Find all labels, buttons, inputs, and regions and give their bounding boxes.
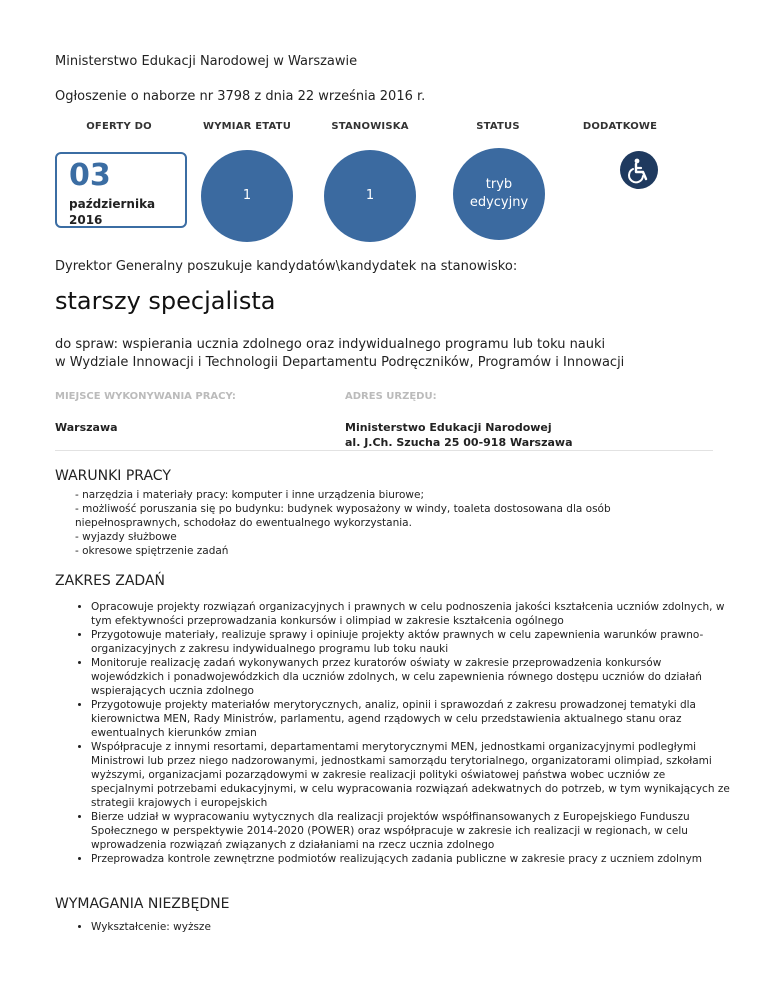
conditions-line: - okresowe spiętrzenie zadań [75,545,229,557]
stanowiska-value: 1 [365,188,375,203]
list-item: • Bierze udział w wypracowaniu wytycznych dla realizacji projektów współfinansowanych z Europejskiego Funduszu Społecznego w perspektywie 2014-2020 (POWER) oraz współpracuje w zakresie ich realizacji w regionach, w celu wprowadzenia rozwiązań związanych z działaniami na rzecz ucznia zdolnego [91,810,731,852]
workplace-label: MIEJSCE WYKONYWANIA PRACY: [55,391,236,402]
list-item: • Opracowuje projekty rozwiązań organizacyjnych i prawnych w celu podnoszenia jakości kształcenia uczniów zdolnych, w tym efektywności przeprowadzania konkursów i olimpiad w zakresie kształcenia ogólnego [91,600,731,628]
position-title: starszy specjalista [55,287,276,315]
announcement-line: Ogłoszenie o naborze nr 3798 z dnia 22 września 2016 r. [55,89,426,104]
conditions-title: WARUNKI PRACY [55,468,171,484]
conditions-line: - wyjazdy służbowe [75,531,177,543]
divider [55,450,713,451]
list-item: • Wykształcenie: wyższe [91,920,731,934]
list-item: • Współpracuje z innymi resortami, departamentami merytorycznymi MEN, jednostkami organizacyjnymi podległymi Ministrowi lub przez niego nadzorowanymi, jednostkami samorządu terytorialnego, organizatorami olimpiad, szkołami wyższymi, organizacjami pozarządowymi w zakresie realizacji polityki oświatowej państwa wobec uczniów ze specjalnymi potrzebami edukacyjnymi, w celu wypracowania rozwiązań adekwatnych do potrzeb, w tym wynikających ze strategii krajowych i europejskich [91,740,731,810]
director-line: Dyrektor Generalny poszukuje kandydatów\kandydatek na stanowisko: [55,259,518,274]
office-address-label: ADRES URZĘDU: [345,391,437,402]
header-wymiar-etatu: WYMIAR ETATU [202,121,292,132]
position-desc-line2: w Wydziale Innowacji i Technologii Departamentu Podręczników, Programów i Innowacji [55,355,625,370]
requirements-list [75,920,731,934]
position-description [55,336,624,372]
workplace-value: Warszawa [55,421,118,434]
office-address-line1: Ministerstwo Edukacji Narodowej [345,421,552,434]
header-stanowiska: STANOWISKA [331,121,409,132]
list-item: • Monitoruje realizację zadań wykonywanych przez kuratorów oświaty w zakresie przeprowadzenia konkursów wojewódzkich i ponadwojewódzkich dla uczniów zdolnych, w celu zapewnienia równego dostępu uczniów do działań wspierających ucznia zdolnego [91,656,731,698]
deadline-day: 03 [69,158,111,193]
conditions-line: - możliwość poruszania się po budynku: budynek wyposażony w windy, toaleta dostosowana dla osób [75,503,611,515]
conditions-text [75,488,695,558]
deadline-month: października [69,197,156,211]
deadline-month-year [69,196,155,228]
header-dodatkowe: DODATKOWE [582,121,658,132]
office-address-line2: al. J.Ch. Szucha 25 00-918 Warszawa [345,436,573,449]
status-value: tryb edycyjny [469,177,529,210]
conditions-line: - narzędzia i materiały pracy: komputer i inne urządzenia biurowe; [75,489,425,501]
stanowiska-circle [324,150,416,242]
wymiar-etatu-circle [201,150,293,242]
requirements-title: WYMAGANIA NIEZBĘDNE [55,896,230,912]
header-status: STATUS [476,121,520,132]
conditions-line: niepełnosprawnych, schodołaz do ewentualnego wykorzystania. [75,517,412,529]
list-item: • Przeprowadza kontrole zewnętrzne podmiotów realizujących zadania publiczne w zakresie pracy z uczniem zdolnym [91,852,731,866]
list-item: • Przygotowuje projekty materiałów merytorycznych, analiz, opinii i sprawozdań z zakresu prowadzonej tematyki dla kierownictwa MEN, Rady Ministrów, parlamentu, agend rządowych w celu przedstawienia aktualnego stanu oraz ewentualnych kierunków zmian [91,698,731,740]
duties-list [75,600,731,866]
wheelchair-icon [620,151,658,189]
duties-title: ZAKRES ZADAŃ [55,573,166,589]
status-circle [453,148,545,240]
office-address-value [345,420,573,450]
ministry-name: Ministerstwo Edukacji Narodowej w Warszawie [55,54,358,69]
deadline-year: 2016 [69,213,103,227]
header-oferty-do: OFERTY DO [86,121,152,132]
list-item: • Przygotowuje materiały, realizuje sprawy i opiniuje projekty aktów prawnych w celu zapewnienia warunków prawno-organizacyjnych z zakresu indywidualnego programu lub toku nauki [91,628,731,656]
deadline-date-box [55,152,187,228]
position-desc-line1: do spraw: wspierania ucznia zdolnego oraz indywidualnego programu lub toku nauki [55,337,606,352]
wymiar-etatu-value: 1 [242,188,252,203]
